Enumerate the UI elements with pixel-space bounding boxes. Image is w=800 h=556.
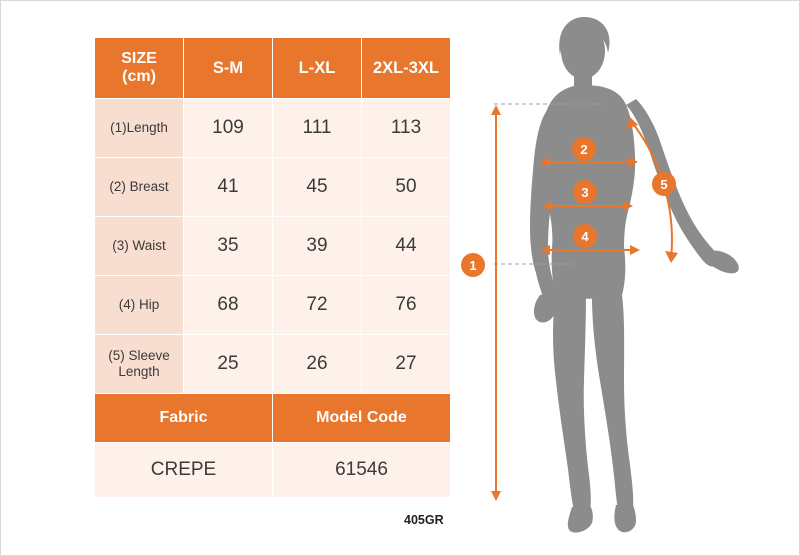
- measure-arrow-1: [491, 105, 501, 501]
- silhouette-svg: [456, 9, 796, 549]
- size-table-container: [94, 37, 446, 498]
- badge-5-sleeve-length: 5: [652, 172, 676, 196]
- row-label-waist: (3) Waist: [95, 217, 184, 276]
- cell-length-sm: 109: [184, 99, 273, 158]
- female-silhouette-icon: [530, 17, 739, 533]
- row-label-length: (1)Length: [95, 99, 184, 158]
- row-label-breast: (2) Breast: [95, 158, 184, 217]
- table-header-size: [95, 38, 184, 99]
- cell-sleeve-2xl3xl: 27: [362, 335, 451, 394]
- table-header-col-3: 2XL-3XL: [362, 38, 451, 99]
- cell-breast-lxl: 45: [273, 158, 362, 217]
- table-row: [95, 99, 451, 158]
- table-header-col-1: S-M: [184, 38, 273, 99]
- table-footer-value-row: [95, 443, 451, 498]
- cell-length-lxl: 111: [273, 99, 362, 158]
- cell-waist-lxl: 39: [273, 217, 362, 276]
- table-footer-header-row: [95, 394, 451, 443]
- table-row: [95, 276, 451, 335]
- badge-3-waist: 3: [573, 180, 597, 204]
- row-label-sleeve-length: (5) Sleeve Length: [95, 335, 184, 394]
- cell-waist-sm: 35: [184, 217, 273, 276]
- product-code-label: 405GR: [404, 513, 444, 527]
- table-row: [95, 335, 451, 394]
- measurement-figure: [456, 9, 796, 549]
- cell-hip-lxl: 72: [273, 276, 362, 335]
- row-label-hip: (4) Hip: [95, 276, 184, 335]
- cell-hip-sm: 68: [184, 276, 273, 335]
- badge-1-length: 1: [461, 253, 485, 277]
- table-header-col-2: L-XL: [273, 38, 362, 99]
- table-header-size-line1: SIZE: [121, 49, 157, 67]
- table-header-row: [95, 38, 451, 99]
- fabric-value: CREPE: [95, 443, 273, 498]
- cell-sleeve-lxl: 26: [273, 335, 362, 394]
- cell-hip-2xl3xl: 76: [362, 276, 451, 335]
- cell-breast-2xl3xl: 50: [362, 158, 451, 217]
- cell-breast-sm: 41: [184, 158, 273, 217]
- badge-2-breast: 2: [572, 137, 596, 161]
- fabric-header: Fabric: [95, 394, 273, 443]
- model-code-value: 61546: [273, 443, 451, 498]
- model-code-header: Model Code: [273, 394, 451, 443]
- table-header-size-line2: (cm): [122, 68, 156, 85]
- table-row: [95, 158, 451, 217]
- cell-waist-2xl3xl: 44: [362, 217, 451, 276]
- size-table: [94, 37, 451, 498]
- cell-length-2xl3xl: 113: [362, 99, 451, 158]
- cell-sleeve-sm: 25: [184, 335, 273, 394]
- table-row: [95, 217, 451, 276]
- badge-4-hip: 4: [573, 224, 597, 248]
